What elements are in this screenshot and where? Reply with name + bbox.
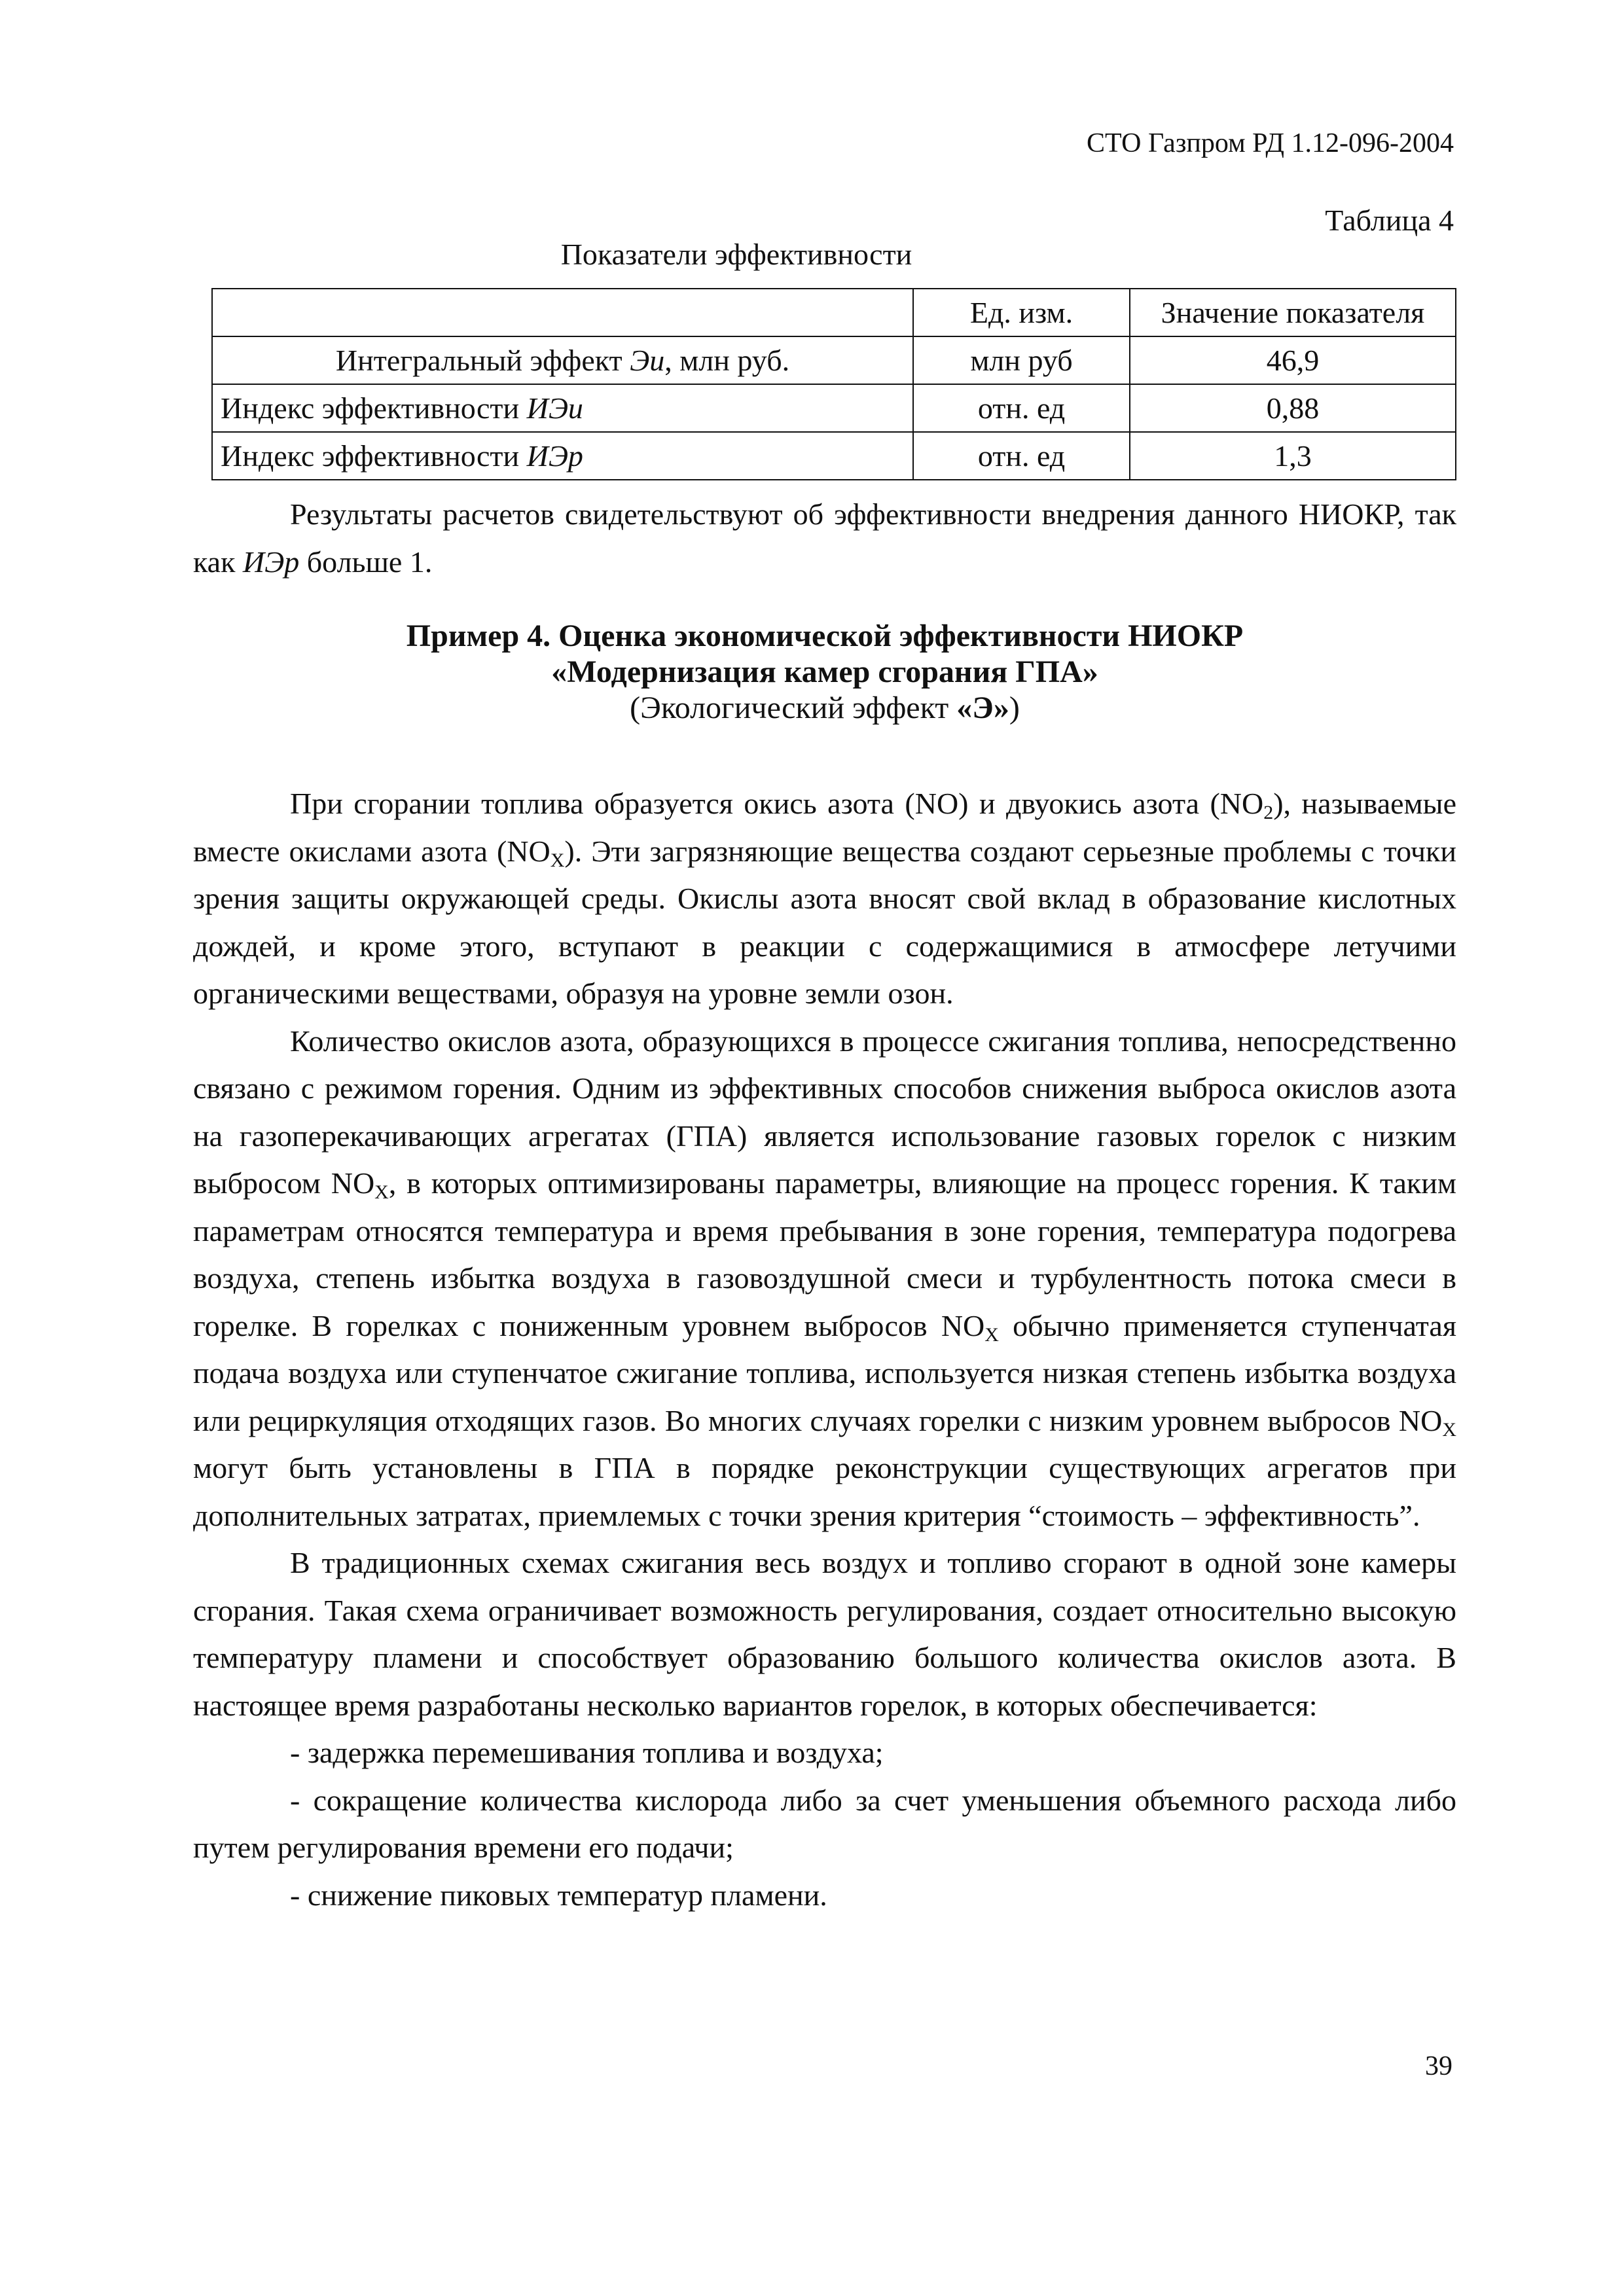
efficiency-table (211, 288, 1456, 480)
list-item: - сокращение количества кислорода либо за счет уменьшения объемного расхода либо путем регулирования времени его подачи; (193, 1783, 1456, 1864)
list-item: - задержка перемешивания топлива и воздуха; (290, 1736, 884, 1769)
table-cell-value: 1,3 (1130, 432, 1456, 480)
indicator-text: Индекс эффективности (221, 439, 527, 473)
paragraph-combustion-mode (193, 1018, 1456, 1540)
document-code: СТО Газпром РД 1.12-096-2004 (1087, 128, 1454, 158)
table-header-row (212, 289, 1456, 336)
table-header-cell-value: Значение показателя (1130, 289, 1456, 336)
indicator-text: Интегральный эффект (335, 343, 630, 377)
p2-subscript: X (374, 1181, 389, 1203)
table-cell-indicator (212, 336, 913, 384)
paragraph-nitrogen-oxides (193, 780, 1456, 1018)
paragraph-traditional-schemes: В традиционных схемах сжигания весь воздух и топливо сгорают в одной зоне камеры сгорания. Такая схема ограничивает возможность регулирования, создает относительно высокую температуру пламени и способствует образованию большого количества окислов азота. В настоящее время разработаны несколько вариантов горелок, в которых обеспечивается: (193, 1546, 1456, 1722)
main-body (193, 780, 1456, 1919)
result-text (193, 491, 1456, 586)
table-cell-unit: млн руб (913, 336, 1130, 384)
example-subtitle-text: (Экологический эффект (630, 691, 957, 725)
p2-part: обычно применяется ступенчатая подача воздуха или ступенчатое сжигание топлива, используется низкая степень избытка воздуха или рециркуляция отходящих газов. Во многих случаях горелки с низким уровнем выбросов NO (193, 1308, 1456, 1437)
example-title-line1: Пример 4. Оценка экономической эффективности НИОКР (406, 619, 1244, 653)
result-text-main: Результаты расчетов свидетельствуют об эффективности внедрения данного НИОКР, так как (193, 497, 1456, 579)
table-row (212, 384, 1456, 432)
example-subtitle-tail: ) (1009, 691, 1020, 725)
table-cell-indicator (212, 384, 913, 432)
p2-subscript: X (1442, 1418, 1456, 1441)
table-cell-indicator (212, 432, 913, 480)
table-cell-unit: отн. ед (913, 384, 1130, 432)
p2-part: , в которых оптимизированы параметры, влияющие на процесс горения. К таким параметрам относятся температура и время пребывания в зоне горения, температура подогрева воздуха, степень избытка воздуха в газовоздушной смеси и турбулентность потока смеси в горелке. В горелках с пониженным уровнем выбросов NO (193, 1166, 1457, 1342)
result-text-symbol: ИЭр (242, 545, 300, 579)
table-cell-value: 0,88 (1130, 384, 1456, 432)
example-subtitle (193, 690, 1456, 726)
table-caption: Показатели эффективности (560, 238, 912, 271)
p2-part: Количество окислов азота, образующихся в процессе сжигания топлива, непосредственно связано с режимом горения. Одним из эффективных способов снижения выброса окислов азота на газоперекачивающих агрегатах (ГПА) является использование газовых горелок с низким выбросом NO (193, 1024, 1456, 1200)
p2-part: могут быть установлены в ГПА в порядке реконструкции существующих агрегатов при дополнительных затратах, приемлемых с точки зрения критерия “стоимость – эффективность”. (193, 1451, 1456, 1532)
p1-subscript: X (550, 849, 565, 871)
table-cell-unit: отн. ед (913, 432, 1130, 480)
table-header-cell-name (212, 289, 913, 336)
table-cell-value: 46,9 (1130, 336, 1456, 384)
example-title-line2: «Модернизация камер сгорания ГПА» (551, 655, 1098, 689)
indicator-symbol: ИЭи (526, 391, 583, 425)
table-header-cell-unit: Ед. изм. (913, 289, 1130, 336)
example-subtitle-symbol: «Э» (956, 691, 1009, 725)
result-text-tail: больше 1. (299, 545, 433, 579)
list-item: - снижение пиковых температур пламени. (290, 1878, 827, 1912)
p1-part: ). Эти загрязняющие вещества создают серьезные проблемы с точки зрения защиты окружающей среды. Окислы азота вносят свой вклад в образование кислотных дождей, и кроме этого, вступают в реакции с содержащимися в атмосфере летучими органическими веществами, образуя на уровне земли озон. (193, 834, 1456, 1010)
p2-subscript: X (984, 1323, 999, 1346)
indicator-text: Индекс эффективности (221, 391, 527, 425)
table-row (212, 432, 1456, 480)
result-paragraph (193, 491, 1456, 586)
page-number: 39 (1425, 2051, 1453, 2081)
indicator-tail: , млн руб. (664, 343, 790, 377)
example-heading (193, 618, 1456, 726)
indicator-symbol: ИЭр (526, 439, 583, 473)
p1-part: При сгорании топлива образуется окись азота (NO) и двуокись азота (NO (290, 787, 1264, 820)
indicator-symbol: Эи (630, 343, 665, 377)
table-number-label: Таблица 4 (1325, 204, 1454, 237)
p1-subscript: 2 (1263, 802, 1274, 823)
table-row (212, 336, 1456, 384)
p1-part: ), называемые вместе окислами азота (NO (193, 787, 1456, 868)
